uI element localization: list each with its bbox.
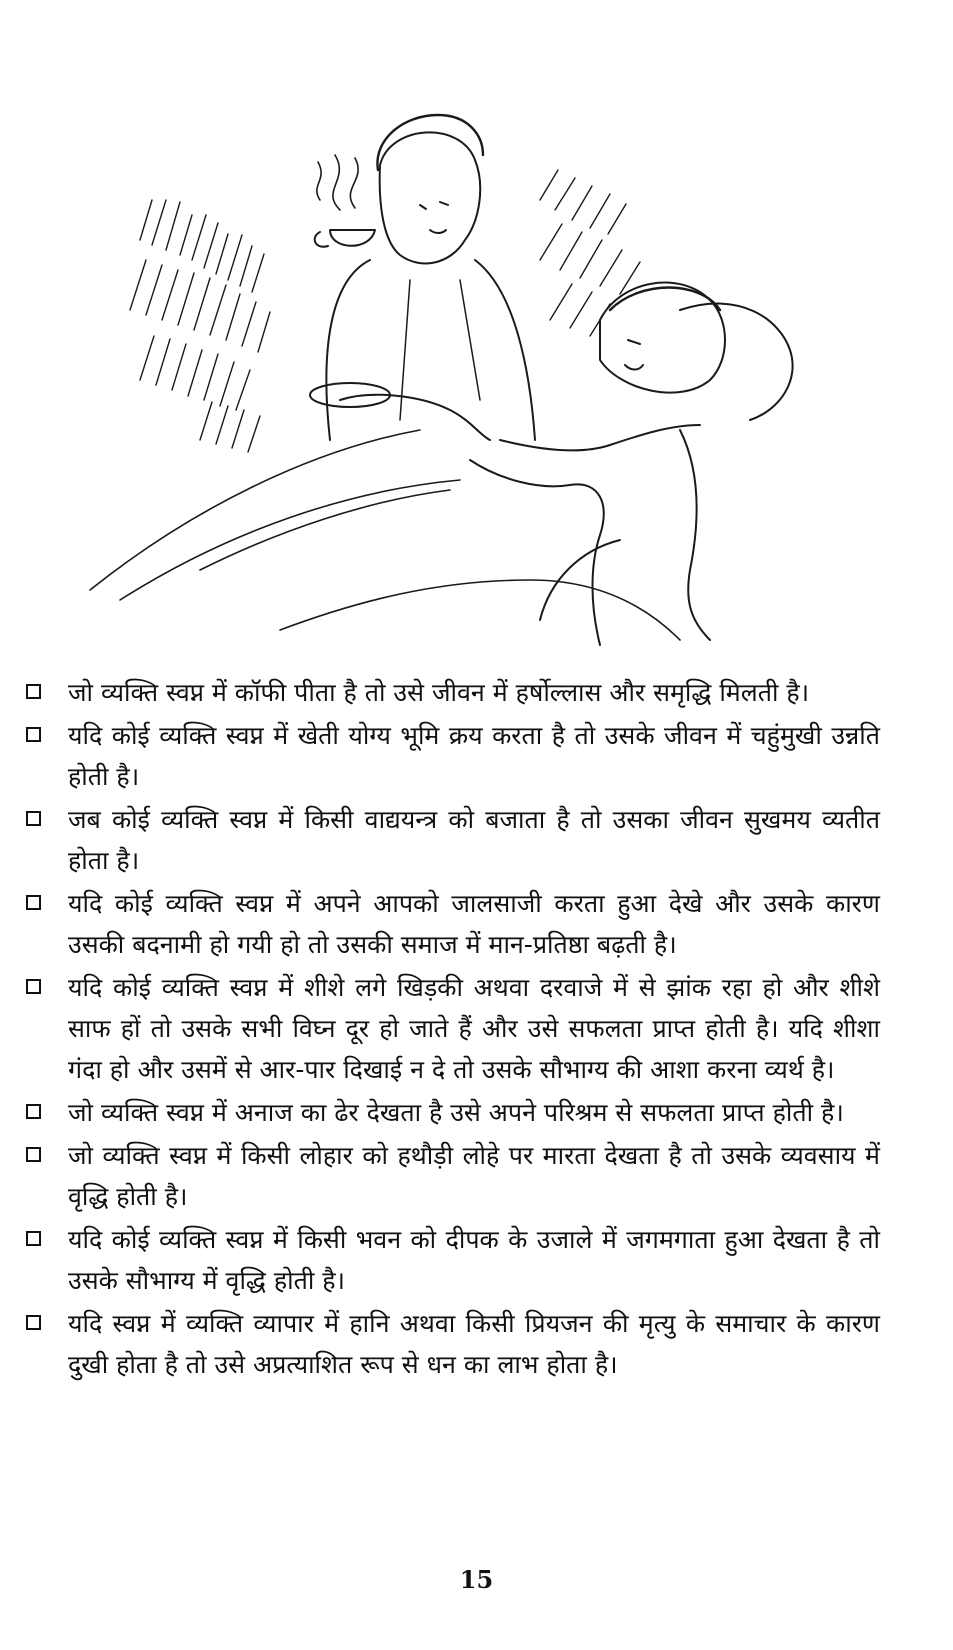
checkbox-bullet-icon	[26, 895, 41, 910]
list-item	[20, 1303, 880, 1385]
checkbox-bullet-icon	[26, 1231, 41, 1246]
list-item-text: जो व्यक्ति स्वप्न में किसी लोहार को हथौड़ी लोहे पर मारता देखता है तो उसके व्यवसाय में वृद्धि होती है।	[68, 1141, 880, 1211]
list-item-text: यदि स्वप्न में व्यक्ति व्यापार में हानि अथवा किसी प्रियजन की मृत्यु के समाचार के कारण दुखी होता है तो उसे अप्रत्याशित रूप से धन का लाभ होता है।	[68, 1309, 880, 1379]
list-item	[20, 967, 880, 1090]
man-serving-coffee-to-sleeping-woman-drawing	[80, 110, 800, 650]
list-item	[20, 1219, 880, 1301]
list-item-text: यदि कोई व्यक्ति स्वप्न में अपने आपको जालसाजी करता हुआ देखे और उसके कारण उसकी बदनामी हो गयी हो तो उसकी समाज में मान-प्रतिष्ठा बढ़ती है।	[68, 889, 880, 959]
dream-meaning-list	[20, 672, 880, 1387]
list-item-text: यदि कोई व्यक्ति स्वप्न में शीशे लगे खिड़की अथवा दरवाजे में से झांक रहा हो और शीशे साफ हों तो उसके सभी विघ्न दूर हो जाते हैं और उसे सफलता प्राप्त होती है। यदि शीशा गंदा हो और उसमें से आर-पार दिखाई न दे तो उसके सौभाग्य की आशा करना व्यर्थ है।	[68, 973, 880, 1084]
hatching-left	[130, 200, 270, 452]
list-item	[20, 672, 880, 713]
list-item-text: जब कोई व्यक्ति स्वप्न में किसी वाद्ययन्त्र को बजाता है तो उसका जीवन सुखमय व्यतीत होता है।	[68, 805, 880, 875]
list-item	[20, 883, 880, 965]
illustration-svg	[80, 110, 800, 650]
page-number: 15	[459, 1565, 494, 1594]
list-item-text: जो व्यक्ति स्वप्न में अनाज का ढेर देखता है उसे अपने परिश्रम से सफलता प्राप्त होती है।	[68, 1098, 844, 1127]
list-item-text: यदि कोई व्यक्ति स्वप्न में खेती योग्य भूमि क्रय करता है तो उसके जीवन में चहुंमुखी उन्नति होती है।	[68, 721, 880, 791]
list-item	[20, 715, 880, 797]
checkbox-bullet-icon	[26, 684, 41, 699]
list-item	[20, 1092, 880, 1133]
hatching-right	[540, 170, 640, 336]
checkbox-bullet-icon	[26, 1315, 41, 1330]
list-item	[20, 1135, 880, 1217]
checkbox-bullet-icon	[26, 727, 41, 742]
checkbox-bullet-icon	[26, 811, 41, 826]
checkbox-bullet-icon	[26, 979, 41, 994]
list-item-text: यदि कोई व्यक्ति स्वप्न में किसी भवन को दीपक के उजाले में जगमगाता हुआ देखता है तो उसके सौभाग्य में वृद्धि होती है।	[68, 1225, 880, 1295]
checkbox-bullet-icon	[26, 1104, 41, 1119]
list-item-text: जो व्यक्ति स्वप्न में कॉफी पीता है तो उसे जीवन में हर्षोल्लास और समृद्धि मिलती है।	[68, 678, 810, 707]
list-item	[20, 799, 880, 881]
checkbox-bullet-icon	[26, 1147, 41, 1162]
